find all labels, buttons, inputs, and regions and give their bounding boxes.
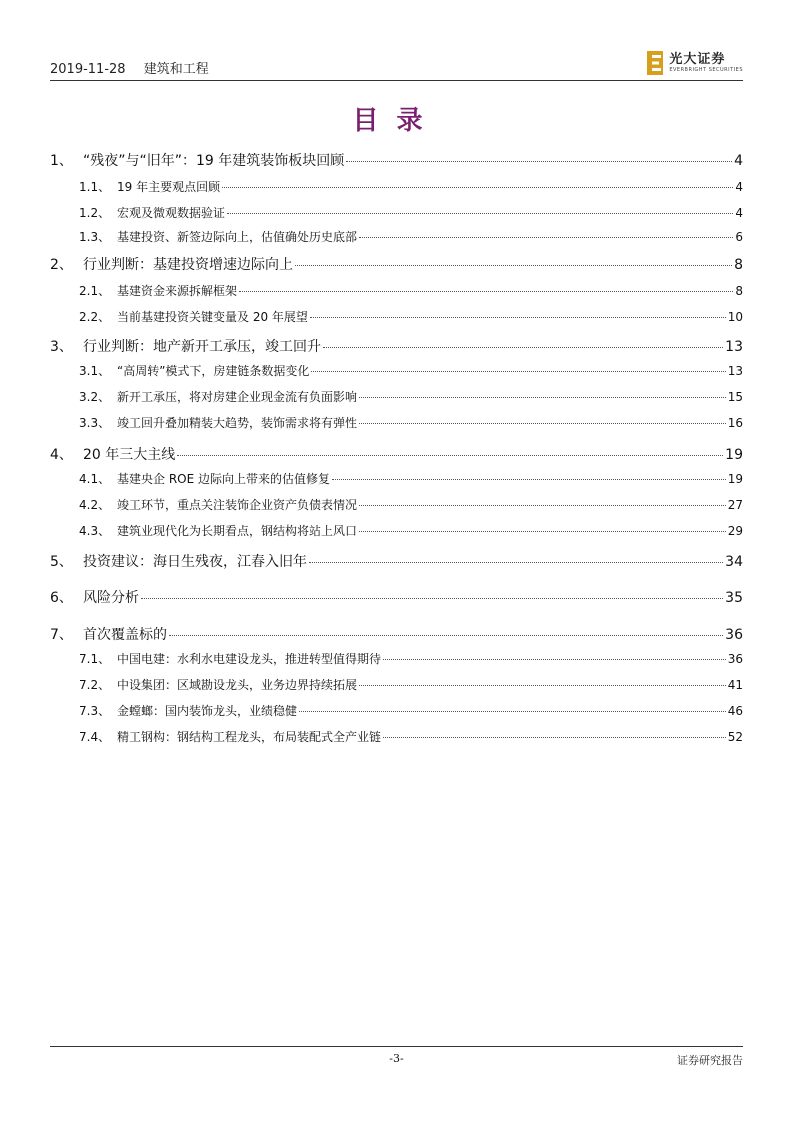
toc-entry-page: 35 [725, 590, 743, 606]
toc-entry-page: 15 [727, 390, 743, 404]
toc-entry-label: 基建投资、新签边际向上，估值确处历史底部 [117, 230, 358, 244]
toc-dot-leader [359, 396, 726, 398]
toc-entry-label: 行业判断：基建投资增速边际向上 [83, 257, 293, 273]
toc-entry-number: 3.1、 [79, 364, 111, 378]
toc-entry-label: “高周转”模式下，房建链条数据变化 [117, 364, 310, 378]
toc-entry-number: 5、 [50, 554, 73, 570]
toc-dot-leader [359, 684, 726, 686]
toc-chapter-entry[interactable] [50, 624, 743, 644]
toc-entry-page: 13 [725, 339, 743, 355]
toc-chapter-entry[interactable] [50, 444, 743, 464]
toc-entry-number: 6、 [50, 590, 73, 606]
footer-divider [50, 1046, 743, 1047]
toc-entry-page: 4 [735, 180, 743, 194]
toc-dot-leader [323, 346, 723, 348]
toc-entry-number: 1、 [50, 153, 73, 169]
toc-entry-page: 8 [735, 284, 743, 298]
toc-entry-number: 2.1、 [79, 284, 111, 298]
toc-entry-number: 7.1、 [79, 652, 111, 666]
toc-dot-leader [299, 710, 726, 712]
toc-chapter-entry[interactable] [50, 587, 743, 607]
toc-entry-page: 36 [725, 627, 743, 643]
toc-entry-number: 2.2、 [79, 310, 111, 324]
toc-entry-label: 基建央企 ROE 边际向上带来的估值修复 [117, 472, 330, 486]
toc-entry-page: 36 [727, 652, 743, 666]
toc-dot-leader [383, 736, 726, 738]
toc-entry-label: 风险分析 [83, 590, 139, 606]
toc-entry-number: 4.3、 [79, 524, 111, 538]
footer-report-type: 证券研究报告 [677, 1054, 743, 1067]
toc-dot-leader [222, 186, 733, 188]
toc-section-entry[interactable] [50, 728, 743, 745]
toc-entry-number: 4、 [50, 447, 73, 463]
toc-section-entry[interactable] [50, 650, 743, 667]
toc-entry-page: 34 [725, 554, 743, 570]
toc-dot-leader [359, 422, 726, 424]
report-date: 2019-11-28 [50, 62, 126, 77]
toc-chapter-entry[interactable] [50, 336, 743, 356]
toc-entry-page: 4 [734, 153, 743, 169]
toc-section-entry[interactable] [50, 362, 743, 379]
toc-entry-page: 6 [735, 230, 743, 244]
toc-section-entry[interactable] [50, 496, 743, 513]
toc-section-entry[interactable] [50, 522, 743, 539]
toc-dot-leader [239, 290, 733, 292]
toc-entry-label: 宏观及微观数据验证 [117, 206, 226, 220]
toc-entry-label: 行业判断：地产新开工承压，竣工回升 [83, 339, 321, 355]
toc-dot-leader [177, 454, 723, 456]
toc-entry-label: 中国电建：水利水电建设龙头，推进转型值得期待 [117, 652, 382, 666]
toc-entry-number: 7.2、 [79, 678, 111, 692]
everbright-logo-icon [645, 50, 665, 76]
toc-section-entry[interactable] [50, 702, 743, 719]
logo-english-name: EVERBRIGHT SECURITIES [669, 67, 743, 73]
toc-dot-leader [359, 504, 726, 506]
toc-entry-label: 精工钢构：钢结构工程龙头，布局装配式全产业链 [117, 730, 382, 744]
toc-entry-number: 2、 [50, 257, 73, 273]
toc-dot-leader [332, 478, 726, 480]
toc-dot-leader [227, 212, 733, 214]
toc-entry-label: 基建资金来源拆解框架 [117, 284, 238, 298]
toc-entry-page: 16 [727, 416, 743, 430]
toc-entry-page: 19 [725, 447, 743, 463]
toc-dot-leader [169, 634, 723, 636]
toc-section-entry[interactable] [50, 308, 743, 325]
toc-dot-leader [359, 236, 733, 238]
toc-entry-label: 首次覆盖标的 [83, 627, 167, 643]
toc-entry-page: 52 [727, 730, 743, 744]
toc-title: 目录 [352, 106, 441, 136]
toc-entry-number: 3.2、 [79, 390, 111, 404]
toc-section-entry[interactable] [50, 676, 743, 693]
toc-entry-number: 1.1、 [79, 180, 111, 194]
toc-dot-leader [309, 561, 723, 563]
toc-entry-label: 中设集团：区域勘设龙头，业务边界持续拓展 [117, 678, 358, 692]
toc-entry-number: 1.3、 [79, 230, 111, 244]
toc-dot-leader [383, 658, 726, 660]
toc-section-entry[interactable] [50, 282, 743, 299]
footer-page-number: -3- [389, 1052, 404, 1065]
toc-chapter-entry[interactable] [50, 150, 743, 170]
toc-chapter-entry[interactable] [50, 551, 743, 571]
toc-entry-number: 7.3、 [79, 704, 111, 718]
toc-dot-leader [141, 597, 723, 599]
toc-entry-page: 46 [727, 704, 743, 718]
toc-section-entry[interactable] [50, 204, 743, 221]
logo-chinese-name: 光大证券 [669, 52, 726, 67]
toc-entry-number: 3.3、 [79, 416, 111, 430]
toc-entry-page: 13 [727, 364, 743, 378]
toc-chapter-entry[interactable] [50, 254, 743, 274]
company-logo [645, 48, 743, 78]
toc-entry-label: 竣工回升叠加精装大趋势，装饰需求将有弹性 [117, 416, 358, 430]
toc-section-entry[interactable] [50, 414, 743, 431]
toc-entry-label: 建筑业现代化为长期看点，钢结构将站上风口 [117, 524, 358, 538]
toc-entry-number: 1.2、 [79, 206, 111, 220]
header-meta [50, 58, 223, 77]
toc-entry-label: 金螳螂：国内装饰龙头，业绩稳健 [117, 704, 298, 718]
toc-entry-number: 7.4、 [79, 730, 111, 744]
toc-entry-page: 41 [727, 678, 743, 692]
toc-entry-number: 4.1、 [79, 472, 111, 486]
page-header [50, 48, 743, 80]
toc-entry-page: 19 [727, 472, 743, 486]
toc-entry-number: 4.2、 [79, 498, 111, 512]
toc-dot-leader [310, 316, 726, 318]
toc-dot-leader [359, 530, 726, 532]
toc-entry-label: 竣工环节，重点关注装饰企业资产负债表情况 [117, 498, 358, 512]
toc-entry-label: 19 年主要观点回顾 [117, 180, 221, 194]
toc-section-entry[interactable] [50, 388, 743, 405]
toc-entry-page: 4 [735, 206, 743, 220]
toc-entry-number: 3、 [50, 339, 73, 355]
industry-name: 建筑和工程 [143, 62, 209, 77]
toc-section-entry[interactable] [50, 178, 743, 195]
toc-entry-page: 8 [734, 257, 743, 273]
header-divider [50, 80, 743, 81]
toc-section-entry[interactable] [50, 228, 743, 245]
toc-entry-number: 7、 [50, 627, 73, 643]
toc-entry-page: 27 [727, 498, 743, 512]
toc-entry-page: 29 [727, 524, 743, 538]
toc-dot-leader [295, 264, 732, 266]
toc-dot-leader [311, 370, 725, 372]
toc-entry-label: 新开工承压，将对房建企业现金流有负面影响 [117, 390, 358, 404]
toc-dot-leader [346, 160, 732, 162]
toc-entry-page: 10 [727, 310, 743, 324]
toc-entry-label: “残夜”与“旧年”：19 年建筑装饰板块回顾 [83, 153, 345, 169]
toc-entry-label: 20 年三大主线 [83, 447, 176, 463]
toc-entry-label: 当前基建投资关键变量及 20 年展望 [117, 310, 308, 324]
toc-entry-label: 投资建议：海日生残夜，江春入旧年 [83, 554, 307, 570]
toc-section-entry[interactable] [50, 470, 743, 487]
